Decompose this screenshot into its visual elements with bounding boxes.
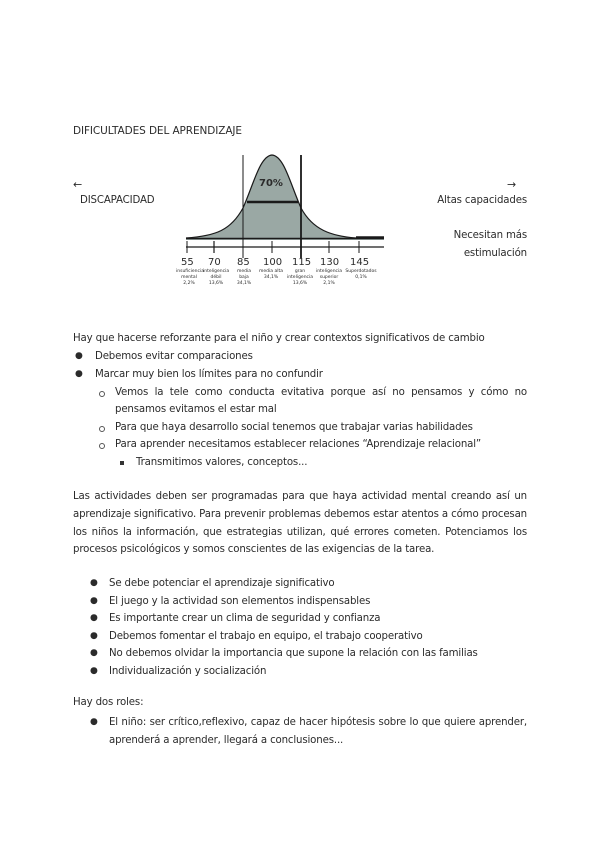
- bullet-icon: ●: [90, 666, 98, 676]
- list-item: Transmitimos valores, conceptos...: [136, 457, 308, 468]
- bullet-icon: ●: [90, 613, 98, 623]
- category-label: gran inteligencia 13,6%: [286, 269, 314, 286]
- paragraph-line: aprendizaje significativo. Para prevenir problemas debemos estar atentos a cómo procesan: [73, 509, 527, 520]
- page-title: DIFICULTADES DEL APRENDIZAJE: [73, 125, 242, 137]
- center-percent-label: 70%: [259, 178, 283, 189]
- category-label: media baja 34,1%: [236, 269, 252, 286]
- tick-100: 100: [263, 257, 283, 268]
- bullet-icon: ●: [90, 578, 98, 588]
- bullet-icon: ●: [90, 717, 98, 727]
- list-item: El niño: ser crítico,reflexivo, capaz de hacer hipótesis sobre lo que quiere aprender,: [109, 717, 527, 728]
- list-item-continuation: aprenderá a aprender, llegará a conclusiones...: [109, 735, 344, 746]
- list-item: Para aprender necesitamos establecer relaciones “Aprendizaje relacional”: [115, 439, 482, 450]
- paragraph-line: los niños la información, que estrategias utilizan, qué errores cometen. Potenciamos los: [73, 527, 527, 538]
- bullet-icon: ●: [75, 351, 83, 361]
- tick-145: 145: [350, 257, 370, 268]
- category-label: media alta 34,1%: [259, 269, 283, 280]
- tick-70: 70: [208, 257, 221, 268]
- list-item: Debemos evitar comparaciones: [95, 351, 253, 362]
- left-arrow-icon: ←: [73, 178, 83, 191]
- list-item: Se debe potenciar el aprendizaje significativo: [109, 578, 335, 589]
- tick-115: 115: [292, 257, 312, 268]
- bullet-icon: ●: [90, 631, 98, 641]
- list-item: Debemos fomentar el trabajo en equipo, el trabajo cooperativo: [109, 631, 423, 642]
- square-bullet-icon: [120, 461, 124, 465]
- bullet-icon: ●: [75, 369, 83, 379]
- list-item-continuation: pensamos evitamos el estar mal: [115, 404, 277, 415]
- list-item: El juego y la actividad son elementos indispensables: [109, 596, 371, 607]
- right-note-line1: Necesitan más: [453, 230, 527, 241]
- iq-distribution-chart: [176, 148, 408, 298]
- bullet-icon: ●: [90, 596, 98, 606]
- tick-85: 85: [237, 257, 250, 268]
- right-note-line2: estimulación: [463, 248, 527, 259]
- hollow-bullet-icon: [99, 391, 105, 397]
- paragraph-line: Las actividades deben ser programadas para que haya actividad mental creando así un: [73, 491, 527, 502]
- category-label: insuficiencia mental 2,2%: [176, 269, 204, 286]
- bullet-icon: ●: [90, 648, 98, 658]
- hollow-bullet-icon: [99, 426, 105, 432]
- list-item: Para que haya desarrollo social tenemos que trabajar varias habilidades: [115, 422, 473, 433]
- section3-intro: Hay dos roles:: [73, 697, 144, 708]
- paragraph-line: procesos psicológicos y somos conscientes de las exigencias de la tarea.: [73, 544, 435, 555]
- category-label: inteligencia superior 2,1%: [315, 269, 343, 286]
- section1-intro: Hay que hacerse reforzante para el niño y crear contextos significativos de cambio: [73, 333, 485, 344]
- right-label: Altas capacidades: [437, 195, 527, 206]
- hollow-bullet-icon: [99, 443, 105, 449]
- list-item: Vemos la tele como conducta evitativa porque así no pensamos y cómo no: [115, 387, 527, 398]
- tick-55: 55: [181, 257, 194, 268]
- tick-130: 130: [320, 257, 340, 268]
- category-label: Superdotados 0,1%: [345, 269, 377, 280]
- list-item: Individualización y socialización: [109, 666, 267, 677]
- list-item: Es importante crear un clima de seguridad y confianza: [109, 613, 381, 624]
- right-arrow-icon: →: [507, 178, 517, 191]
- left-label: DISCAPACIDAD: [80, 195, 155, 206]
- list-item: No debemos olvidar la importancia que supone la relación con las familias: [109, 648, 478, 659]
- list-item: Marcar muy bien los límites para no confundir: [95, 369, 323, 380]
- category-label: inteligencia débil 13,6%: [203, 269, 230, 286]
